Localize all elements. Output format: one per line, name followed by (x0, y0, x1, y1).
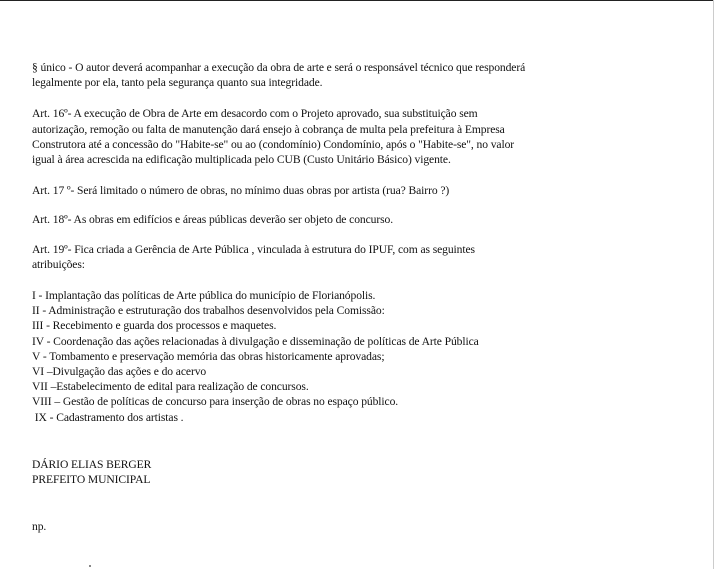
list-item: IV - Coordenação das ações relacionadas à divulgação e disseminação de políticas de Arte Pública (32, 334, 479, 348)
signatory-name: DÁRIO ELIAS BERGER (32, 457, 152, 471)
list-item: III - Recebimento e guarda dos processos e maquetes. (32, 319, 277, 333)
text-line: Art. 16º- A execução de Obra de Arte em desacordo com o Projeto aprovado, sua substituição sem (32, 107, 478, 121)
initials: np. (32, 520, 47, 534)
signatory-title: PREFEITO MUNICIPAL (32, 473, 151, 487)
text-line: Art. 18º- As obras em edifícios e áreas públicas deverão ser objeto de concurso. (32, 213, 393, 227)
text-line: igual à área acrescida na edificação multiplicada pelo CUB (Custo Unitário Básico) vigente. (32, 153, 451, 167)
right-border-line (713, 0, 714, 569)
text-line: Art. 19º- Fica criada a Gerência de Arte Pública , vinculada à estrutura do IPUF, com as seguintes (32, 242, 475, 256)
list-item: V - Tombamento e preservação memória das obras historicamente aprovadas; (32, 349, 385, 363)
paragraph-art-16 (32, 106, 672, 167)
list-item: VII –Estabelecimento de edital para realização de concursos. (32, 380, 309, 394)
text-line: atribuições: (32, 257, 85, 271)
attributions-list (32, 288, 672, 425)
paragraph-art-19 (32, 242, 672, 272)
list-item: IX - Cadastramento dos artistas . (32, 410, 184, 424)
signature-block (32, 457, 672, 487)
text-line: autorização, remoção ou falta de manutenção dará ensejo à cobrança de multa pela prefeitura à Empresa (32, 122, 505, 136)
scan-speck (89, 565, 91, 567)
document-page (32, 60, 672, 534)
list-item: II - Administração e estruturação dos trabalhos desenvolvidos pela Comissão: (32, 304, 385, 318)
paragraph-art-18 (32, 212, 672, 227)
list-item: VIII – Gestão de políticas de concurso para inserção de obras no espaço público. (32, 395, 399, 409)
paragraph-unico (32, 60, 672, 90)
list-item: VI –Divulgação das ações e do acervo (32, 365, 207, 379)
text-line: Construtora até a concessão do "Habite-se" ou ao (condomínio) Condomínio, após o "Habite-se", no valor (32, 137, 515, 151)
top-border-line (0, 0, 713, 1)
text-line: Art. 17 º- Será limitado o número de obras, no mínimo duas obras por artista (rua? Bairro ?) (32, 184, 450, 198)
text-line: legalmente por ela, tanto pela segurança quanto sua integridade. (32, 76, 323, 90)
text-line: § único - O autor deverá acompanhar a execução da obra de arte e será o responsável técnico que responderá (32, 61, 526, 74)
list-item: I - Implantação das políticas de Arte pública do município de Florianópolis. (32, 289, 376, 303)
paragraph-art-17 (32, 183, 672, 198)
